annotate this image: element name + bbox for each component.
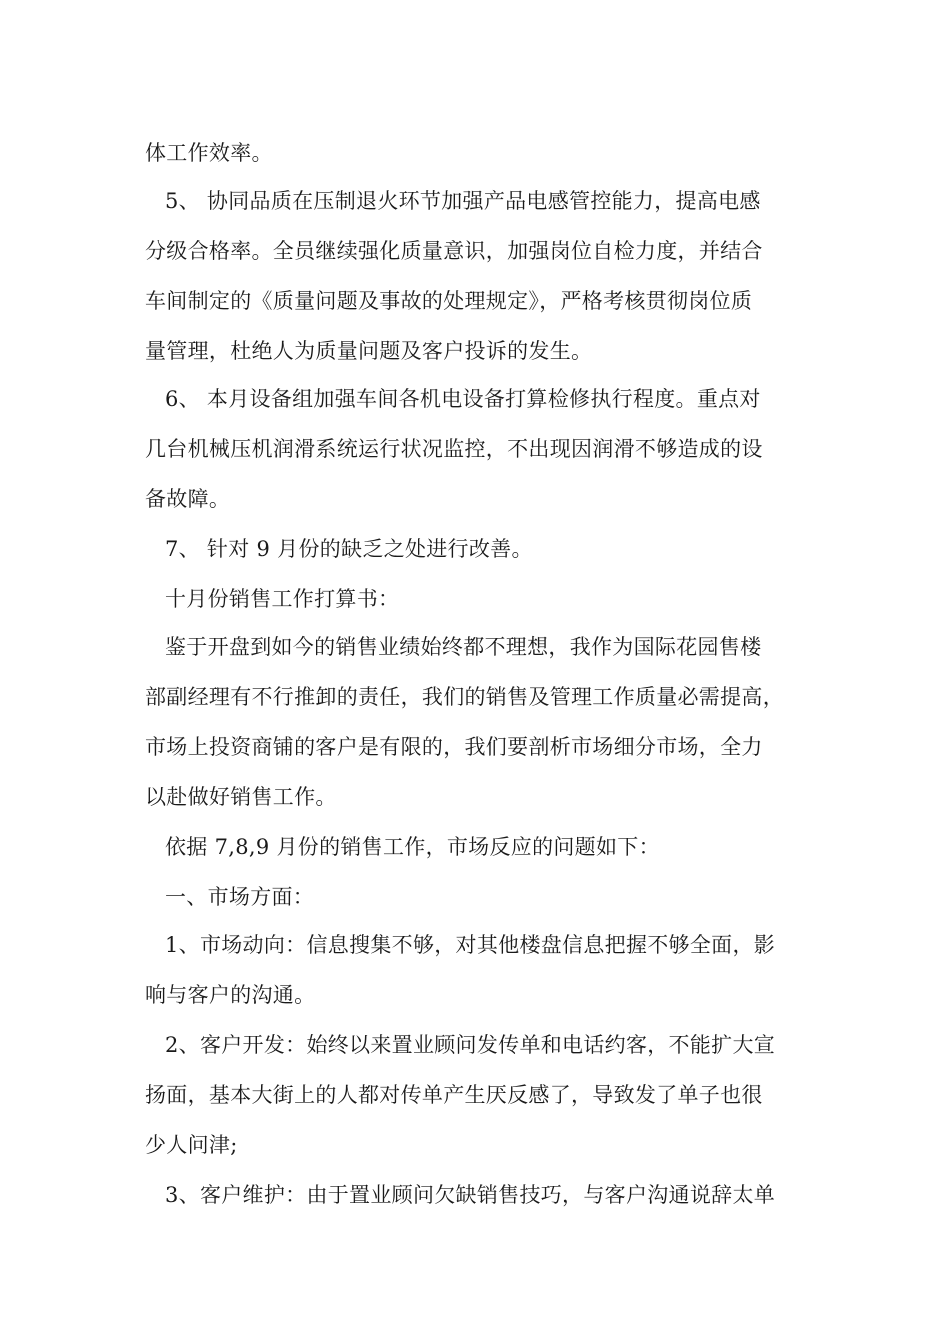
list-item-6: 6、 本月设备组加强车间各机电设备打算检修执行程度。重点对	[165, 387, 761, 411]
text-line: 几台机械压机润滑系统运行状况监控，不出现因润滑不够造成的设	[145, 437, 763, 461]
text-line: 分级合格率。全员继续强化质量意识，加强岗位自检力度，并结合	[145, 239, 763, 263]
subsection-heading: 一、市场方面：	[165, 885, 315, 909]
list-item-7: 7、 针对 9 月份的缺乏之处进行改善。	[165, 537, 533, 561]
text-line: 少人问津;	[145, 1133, 238, 1157]
text-line: 依据 7,8,9 月份的销售工作，市场反应的问题如下：	[165, 835, 660, 859]
text-line: 备故障。	[145, 487, 231, 511]
text-line: 市场上投资商铺的客户是有限的，我们要剖析市场细分市场，全力	[145, 735, 763, 759]
text-line: 体工作效率。	[145, 141, 273, 165]
list-item-2: 2、客户开发：始终以来置业顾问发传单和电话约客，不能扩大宣	[165, 1033, 776, 1057]
text-line: 扬面，基本大街上的人都对传单产生厌反感了，导致发了单子也很	[145, 1083, 763, 1107]
section-heading: 十月份销售工作打算书：	[165, 587, 400, 611]
list-item-3: 3、客户维护：由于置业顾问欠缺销售技巧，与客户沟通说辞太单	[165, 1183, 776, 1207]
text-line: 响与客户的沟通。	[145, 983, 316, 1007]
text-line: 部副经理有不行推卸的责任，我们的销售及管理工作质量必需提高，	[145, 685, 784, 709]
text-line: 车间制定的《质量问题及事故的处理规定》，严格考核贯彻岗位质	[145, 289, 753, 313]
text-line: 以赴做好销售工作。	[145, 785, 337, 809]
text-line: 量管理，杜绝人为质量问题及客户投诉的发生。	[145, 339, 593, 363]
text-line: 鉴于开盘到如今的销售业绩始终都不理想，我作为国际花园售楼	[165, 635, 762, 659]
list-item-5: 5、 协同品质在压制退火环节加强产品电感管控能力，提高电感	[165, 189, 761, 213]
list-item-1: 1、市场动向：信息搜集不够，对其他楼盘信息把握不够全面，影	[165, 933, 776, 957]
